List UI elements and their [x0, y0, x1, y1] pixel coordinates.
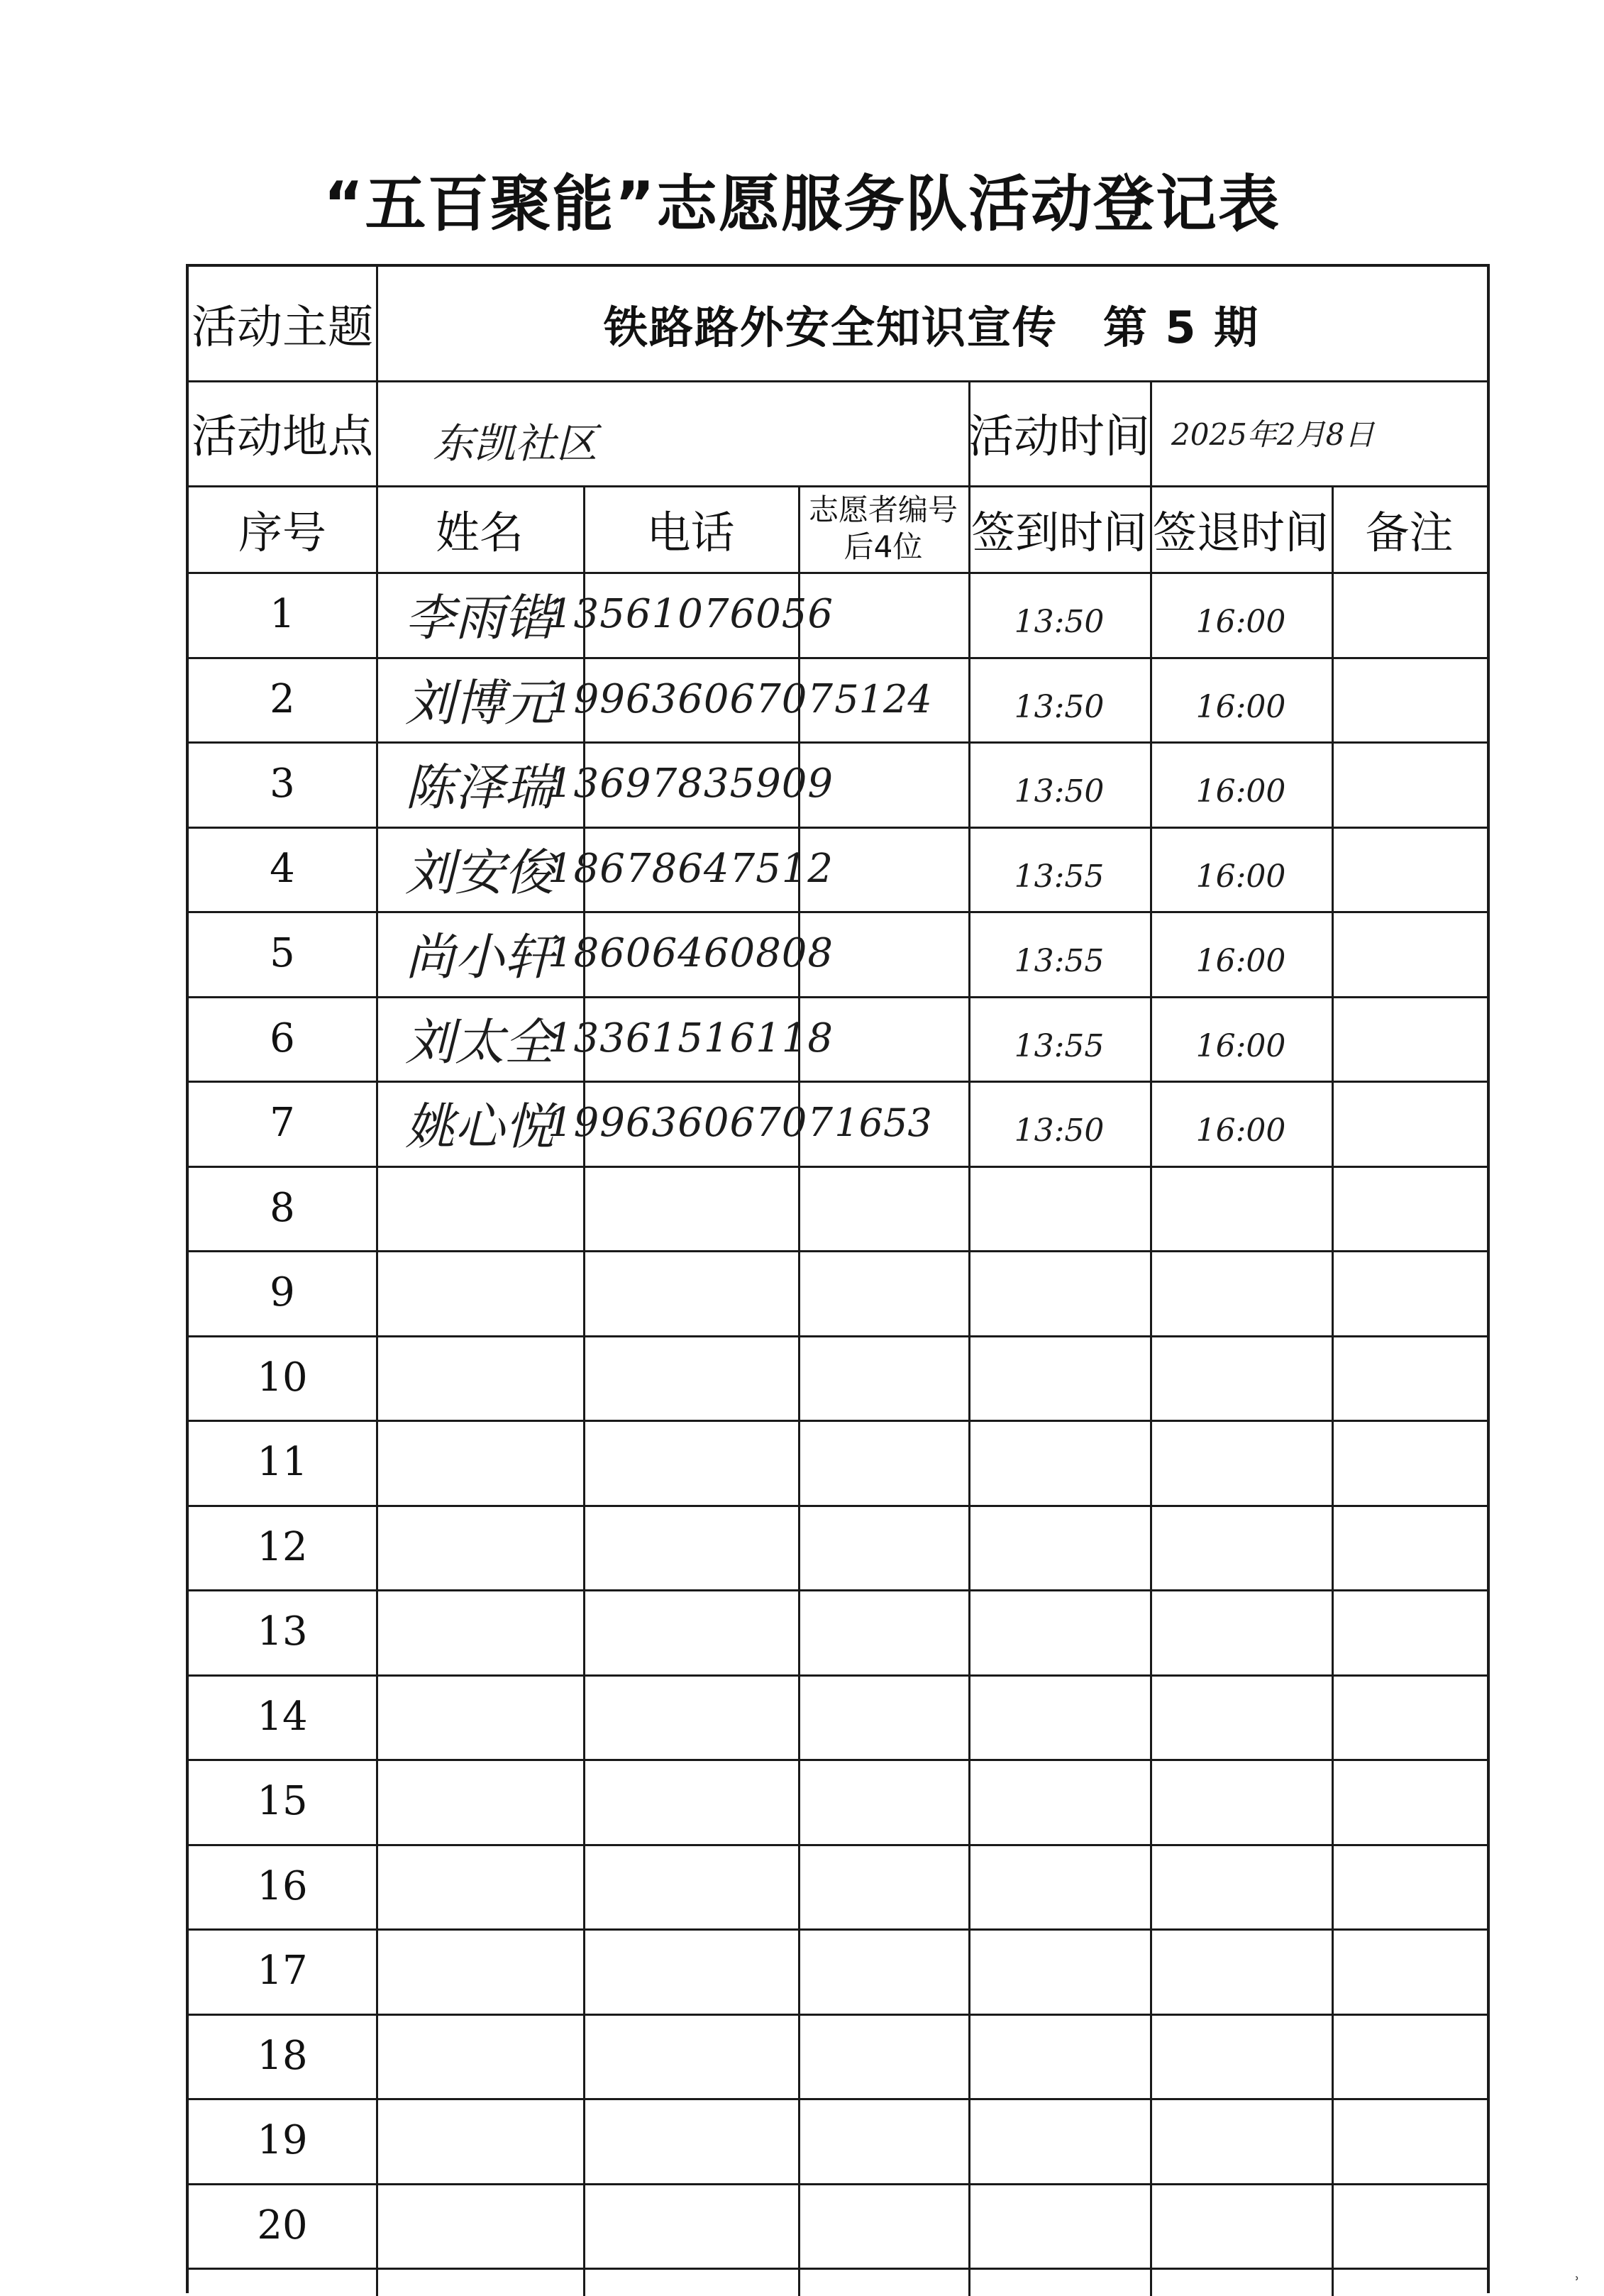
row-volunteer-code — [798, 1335, 968, 1420]
row-index: 10 — [257, 1354, 308, 1401]
row-index: 3 — [270, 761, 295, 807]
row-sign-out: 16:00 — [1195, 943, 1286, 980]
row-sign-in — [968, 2014, 1150, 2099]
row-volunteer-code — [798, 1759, 968, 1844]
row-sign-in — [968, 1420, 1150, 1505]
row-sign-in: 13:50 — [1014, 688, 1105, 725]
row-sign-out — [1150, 1250, 1332, 1335]
registration-table — [186, 264, 1490, 2293]
row-remarks — [1332, 1081, 1487, 1166]
row-volunteer-code — [798, 1674, 968, 1760]
row-phone: 13561076056 — [548, 591, 834, 638]
row-phone — [583, 1674, 798, 1760]
row-volunteer-code — [798, 1420, 968, 1505]
row-name — [376, 1928, 583, 2014]
row-sign-in: 13:50 — [1014, 604, 1105, 641]
row-name — [376, 1759, 583, 1844]
row-index: 16 — [257, 1862, 308, 1909]
row-sign-out: 16:00 — [1195, 604, 1286, 641]
row-phone: 13361516118 — [548, 1015, 834, 1061]
row-sign-out: 16:00 — [1195, 1027, 1286, 1064]
row-index: 20 — [257, 2202, 308, 2248]
row-phone — [583, 2098, 798, 2183]
row-sign-out — [1150, 1166, 1332, 1251]
row-volunteer-code — [798, 741, 968, 827]
row-volunteer-code — [798, 911, 968, 996]
row-phone — [583, 2014, 798, 2099]
row-remarks — [1332, 657, 1487, 742]
row-name — [376, 1844, 583, 1929]
row-index: 15 — [257, 1778, 308, 1825]
row-sign-out — [1150, 2183, 1332, 2268]
grid-hline — [189, 1081, 1487, 1083]
grid-hline — [189, 2098, 1487, 2100]
time-value: 2025年2月8日 — [1171, 417, 1375, 452]
row-sign-in — [968, 1928, 1150, 2014]
row-remarks — [1332, 1674, 1487, 1760]
row-name: 刘安俊 — [405, 843, 554, 902]
grid-hline — [189, 1250, 1487, 1252]
grid-vline — [376, 267, 378, 2296]
row-remarks — [1332, 911, 1487, 996]
row-sign-out — [1150, 2098, 1332, 2183]
header-phone: 电话 — [646, 506, 735, 558]
row-index: 11 — [257, 1439, 308, 1486]
row-remarks — [1332, 1844, 1487, 1929]
grid-hline — [189, 2183, 1487, 2185]
row-phone — [583, 1759, 798, 1844]
row-phone: 19963606707 — [548, 675, 834, 722]
row-remarks — [1332, 2183, 1487, 2268]
grid-hline — [189, 911, 1487, 913]
header-sign-out: 签退时间 — [1152, 506, 1329, 558]
row-sign-in — [968, 1335, 1150, 1420]
header-name: 姓名 — [435, 506, 524, 558]
row-sign-out: 16:00 — [1195, 773, 1286, 810]
row-volunteer-code — [798, 572, 968, 657]
row-volunteer-code — [798, 1844, 968, 1929]
row-index: 1 — [270, 591, 295, 638]
row-index: 4 — [270, 845, 295, 892]
row-volunteer-code — [798, 996, 968, 1081]
row-sign-in: 13:55 — [1014, 943, 1105, 980]
grid-hline — [189, 1589, 1487, 1591]
row-name — [376, 2098, 583, 2183]
row-sign-out — [1150, 1759, 1332, 1844]
header-sign-in: 签到时间 — [970, 506, 1147, 558]
grid-hline — [189, 827, 1487, 829]
theme-label: 活动主题 — [192, 302, 373, 354]
row-sign-in: 13:50 — [1014, 1113, 1105, 1149]
row-sign-in — [968, 1844, 1150, 1929]
row-remarks — [1332, 1166, 1487, 1251]
row-name: 陈泽瑞 — [405, 758, 554, 817]
grid-hline — [189, 741, 1487, 744]
grid-hline — [189, 1928, 1487, 1931]
row-volunteer-code: 5124 — [834, 676, 932, 722]
row-sign-out — [1150, 1844, 1332, 1929]
header-volunteer-code-line2: 后4位 — [844, 529, 923, 564]
row-remarks — [1332, 2098, 1487, 2183]
row-sign-out — [1150, 1505, 1332, 1590]
row-sign-out — [1150, 2014, 1332, 2099]
grid-vline — [1150, 380, 1152, 2296]
row-volunteer-code — [798, 1505, 968, 1590]
row-index: 12 — [257, 1523, 308, 1570]
row-name — [376, 1420, 583, 1505]
row-remarks — [1332, 572, 1487, 657]
row-sign-out — [1150, 1589, 1332, 1674]
grid-hline — [189, 1674, 1487, 1677]
grid-hline — [189, 485, 1487, 487]
row-remarks — [1332, 1505, 1487, 1590]
row-sign-in: 13:50 — [1014, 773, 1105, 810]
row-phone — [583, 1589, 798, 1674]
row-phone: 19963606707 — [548, 1100, 834, 1147]
row-index: 7 — [270, 1100, 295, 1147]
row-phone — [583, 1166, 798, 1251]
row-remarks — [1332, 827, 1487, 912]
row-name: 姚心悦 — [405, 1098, 554, 1157]
header-volunteer-code — [798, 485, 968, 572]
row-sign-in — [968, 1505, 1150, 1590]
grid-hline — [189, 1335, 1487, 1337]
row-phone — [583, 1505, 798, 1590]
place-value: 东凯社区 — [433, 419, 598, 468]
row-name: 刘博元 — [405, 673, 554, 732]
row-sign-in — [968, 1589, 1150, 1674]
row-name — [376, 2014, 583, 2099]
row-name — [376, 1335, 583, 1420]
grid-vline — [798, 485, 800, 2296]
row-index: 8 — [270, 1184, 295, 1231]
row-volunteer-code — [798, 2183, 968, 2268]
row-remarks — [1332, 1250, 1487, 1335]
grid-hline — [189, 380, 1487, 382]
time-label: 活动时间 — [968, 411, 1150, 463]
row-remarks — [1332, 1759, 1487, 1844]
row-sign-in: 13:55 — [1014, 858, 1105, 895]
theme-value: 铁路路外安全知识宣传 第 5 期 — [603, 301, 1260, 353]
row-index: 2 — [270, 675, 295, 722]
row-volunteer-code — [798, 1250, 968, 1335]
row-volunteer-code — [798, 1166, 968, 1251]
row-sign-out — [1150, 1674, 1332, 1760]
row-name: 刘太全 — [405, 1012, 554, 1071]
header-volunteer-code-line1: 志愿者编号 — [808, 492, 958, 527]
row-phone: 18606460808 — [548, 930, 834, 977]
row-sign-in — [968, 1166, 1150, 1251]
page-title: “五百聚能”志愿服务队活动登记表 — [323, 169, 1281, 240]
row-sign-in — [968, 1759, 1150, 1844]
row-name: 李雨锴 — [405, 589, 554, 648]
row-sign-out — [1150, 1928, 1332, 2014]
grid-hline — [189, 572, 1487, 574]
row-sign-in — [968, 1674, 1150, 1760]
row-name — [376, 1674, 583, 1760]
grid-hline — [189, 2014, 1487, 2016]
row-volunteer-code — [798, 2098, 968, 2183]
row-sign-out — [1150, 1420, 1332, 1505]
row-volunteer-code: 1653 — [834, 1100, 932, 1146]
grid-vline — [583, 485, 585, 2296]
grid-hline — [189, 1759, 1487, 1761]
row-phone — [583, 2183, 798, 2268]
row-volunteer-code — [798, 827, 968, 912]
row-index: 5 — [270, 930, 295, 977]
place-label: 活动地点 — [192, 411, 373, 463]
grid-hline — [189, 2268, 1487, 2270]
row-sign-in: 13:55 — [1014, 1027, 1105, 1064]
row-phone — [583, 1928, 798, 2014]
row-phone — [583, 1335, 798, 1420]
grid-hline — [189, 657, 1487, 659]
row-remarks — [1332, 996, 1487, 1081]
grid-hline — [189, 1505, 1487, 1507]
row-sign-out — [1150, 1335, 1332, 1420]
row-volunteer-code — [798, 2014, 968, 2099]
header-index: 序号 — [238, 506, 326, 558]
row-index: 9 — [270, 1269, 295, 1316]
row-remarks — [1332, 1928, 1487, 2014]
row-remarks — [1332, 1335, 1487, 1420]
row-name: 尚小轩 — [405, 928, 554, 987]
row-name — [376, 1589, 583, 1674]
row-sign-out: 16:00 — [1195, 688, 1286, 725]
row-index: 13 — [257, 1608, 308, 1655]
row-name — [376, 1505, 583, 1590]
grid-hline — [189, 996, 1487, 998]
row-phone — [583, 1844, 798, 1929]
row-name — [376, 1250, 583, 1335]
grid-hline — [189, 1420, 1487, 1422]
row-phone: 13697835909 — [548, 761, 834, 807]
row-name — [376, 1166, 583, 1251]
row-volunteer-code — [798, 1928, 968, 2014]
row-index: 17 — [257, 1948, 308, 1994]
row-phone — [583, 1420, 798, 1505]
row-sign-in — [968, 2183, 1150, 2268]
row-remarks — [1332, 741, 1487, 827]
row-remarks — [1332, 2014, 1487, 2099]
row-sign-out: 16:00 — [1195, 858, 1286, 895]
row-phone: 18678647512 — [548, 845, 834, 892]
row-sign-out: 16:00 — [1195, 1113, 1286, 1149]
row-remarks — [1332, 1589, 1487, 1674]
row-index: 14 — [257, 1693, 308, 1740]
row-phone — [583, 1250, 798, 1335]
grid-vline — [1332, 485, 1334, 2296]
row-volunteer-code — [798, 1589, 968, 1674]
grid-hline — [189, 1166, 1487, 1168]
grid-vline — [968, 380, 970, 2296]
row-sign-in — [968, 1250, 1150, 1335]
row-remarks — [1332, 1420, 1487, 1505]
row-sign-in — [968, 2098, 1150, 2183]
corner-mark: ʾ — [1575, 2275, 1580, 2292]
row-index: 19 — [257, 2117, 308, 2164]
row-name — [376, 2183, 583, 2268]
header-remarks: 备注 — [1365, 506, 1454, 558]
row-index: 6 — [270, 1015, 295, 1061]
grid-hline — [189, 1844, 1487, 1846]
row-index: 18 — [257, 2032, 308, 2079]
